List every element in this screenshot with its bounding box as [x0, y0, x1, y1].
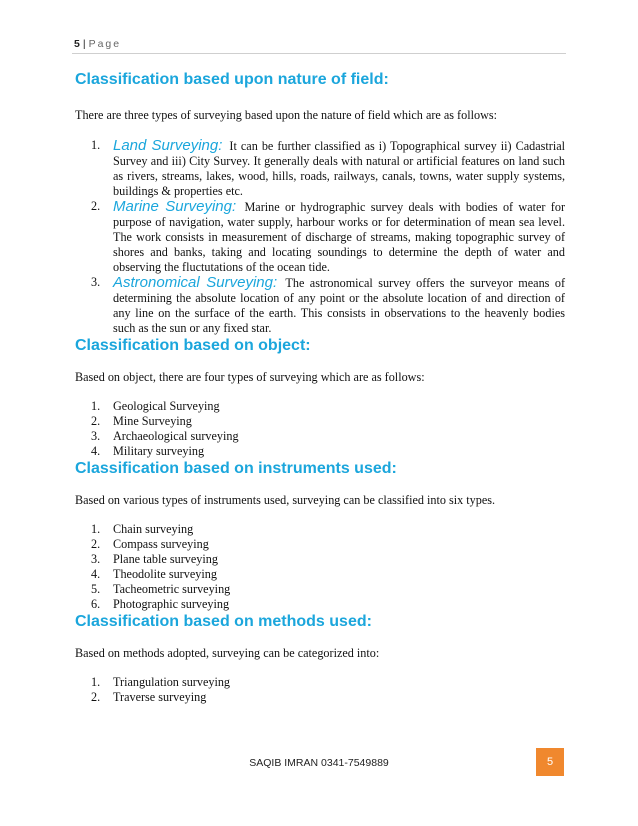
page-content	[75, 70, 565, 705]
list-item	[75, 690, 565, 705]
list-item-number: 4.	[91, 444, 101, 458]
list-item-text: Triangulation surveying	[113, 675, 231, 689]
page-header	[74, 38, 121, 50]
list-item-number: 1.	[91, 399, 101, 413]
section-heading-nature-of-field: Classification based upon nature of field:	[75, 71, 389, 88]
list-item-number: 3.	[91, 275, 101, 289]
nature-of-field-list	[75, 138, 565, 336]
list-item-number: 4.	[91, 567, 101, 581]
list-item	[75, 429, 565, 444]
list-item	[75, 675, 565, 690]
list-item-number: 3.	[91, 429, 101, 443]
section-intro: Based on methods adopted, surveying can be categorized into:	[75, 646, 380, 660]
header-rule	[72, 53, 566, 54]
list-item-number: 2.	[91, 199, 101, 213]
section-heading-methods: Classification based on methods used:	[75, 613, 372, 630]
list-item-text: Geological Surveying	[113, 399, 220, 413]
section-intro: Based on object, there are four types of surveying which are as follows:	[75, 370, 425, 384]
term-label: Land Surveying:	[113, 137, 223, 154]
list-item-text: Traverse surveying	[113, 690, 207, 704]
page-footer: SAQIB IMRAN 0341-7549889	[249, 757, 389, 769]
list-item-number: 1.	[91, 522, 101, 536]
list-item	[75, 582, 565, 597]
list-item	[75, 552, 565, 567]
list-item-number: 2.	[91, 690, 101, 704]
list-item	[75, 138, 565, 199]
list-item	[75, 444, 565, 459]
list-item	[75, 275, 565, 336]
list-item	[75, 567, 565, 582]
list-item-number: 3.	[91, 552, 101, 566]
list-item-number: 1.	[91, 138, 101, 152]
instruments-list	[75, 522, 565, 612]
list-item-number: 1.	[91, 675, 101, 689]
term-label: Marine Surveying:	[113, 198, 237, 215]
header-page-number: 5	[74, 38, 80, 50]
methods-list	[75, 675, 565, 705]
list-item-text: Compass surveying	[113, 537, 209, 551]
object-list	[75, 399, 565, 459]
section-heading-instruments: Classification based on instruments used:	[75, 460, 397, 477]
list-item-number: 2.	[91, 414, 101, 428]
list-item	[75, 537, 565, 552]
header-separator: |	[82, 38, 86, 50]
list-item-text: Photographic surveying	[113, 597, 230, 611]
term-label: Astronomical Surveying:	[113, 274, 278, 291]
list-item-text: It can be further classified as i) Topographical survey ii) Cadastrial Survey and iii) City Survey. It generally deals with natural or artificial features on land such as rivers, streams, lakes, wood, hills, roads, railways, canals, towns, water supply systems, buildings & properties etc.	[113, 139, 566, 198]
list-item	[75, 399, 565, 414]
list-item-text: Chain surveying	[113, 522, 194, 536]
section-intro: Based on various types of instruments used, surveying can be classified into six types.	[75, 493, 496, 507]
list-item-text: Plane table surveying	[113, 552, 218, 566]
list-item-number: 2.	[91, 537, 101, 551]
list-item	[75, 414, 565, 429]
list-item	[75, 199, 565, 275]
list-item-text: The astronomical survey offers the surveyor means of determining the absolute location of any point or the absolute location of and direction of any line on the surface of the earth. This consists in observations to the heavenly bodies such as the sun or any fixed star.	[113, 276, 566, 335]
list-item-text: Marine or hydrographic survey deals with bodies of water for purpose of navigation, water supply, harbour works or for determination of mean sea level. The work consists in measurement of discharge of streams, making topographic survey of shores and banks, taking and locating soundings to determine the depth of water and observing the fluctutations of the ocean tide.	[113, 200, 566, 274]
list-item-number: 6.	[91, 597, 101, 611]
list-item	[75, 522, 565, 537]
list-item-text: Tacheometric surveying	[113, 582, 231, 596]
section-intro: There are three types of surveying based upon the nature of field which are as follows:	[75, 108, 498, 122]
list-item-number: 5.	[91, 582, 101, 596]
list-item-text: Theodolite surveying	[113, 567, 217, 581]
header-page-label: Page	[88, 38, 122, 50]
list-item-text: Military surveying	[113, 444, 205, 458]
section-heading-object: Classification based on object:	[75, 337, 311, 354]
list-item	[75, 597, 565, 612]
footer-page-number-box: 5	[536, 748, 564, 776]
list-item-text: Archaeological surveying	[113, 429, 239, 443]
list-item-text: Mine Surveying	[113, 414, 192, 428]
